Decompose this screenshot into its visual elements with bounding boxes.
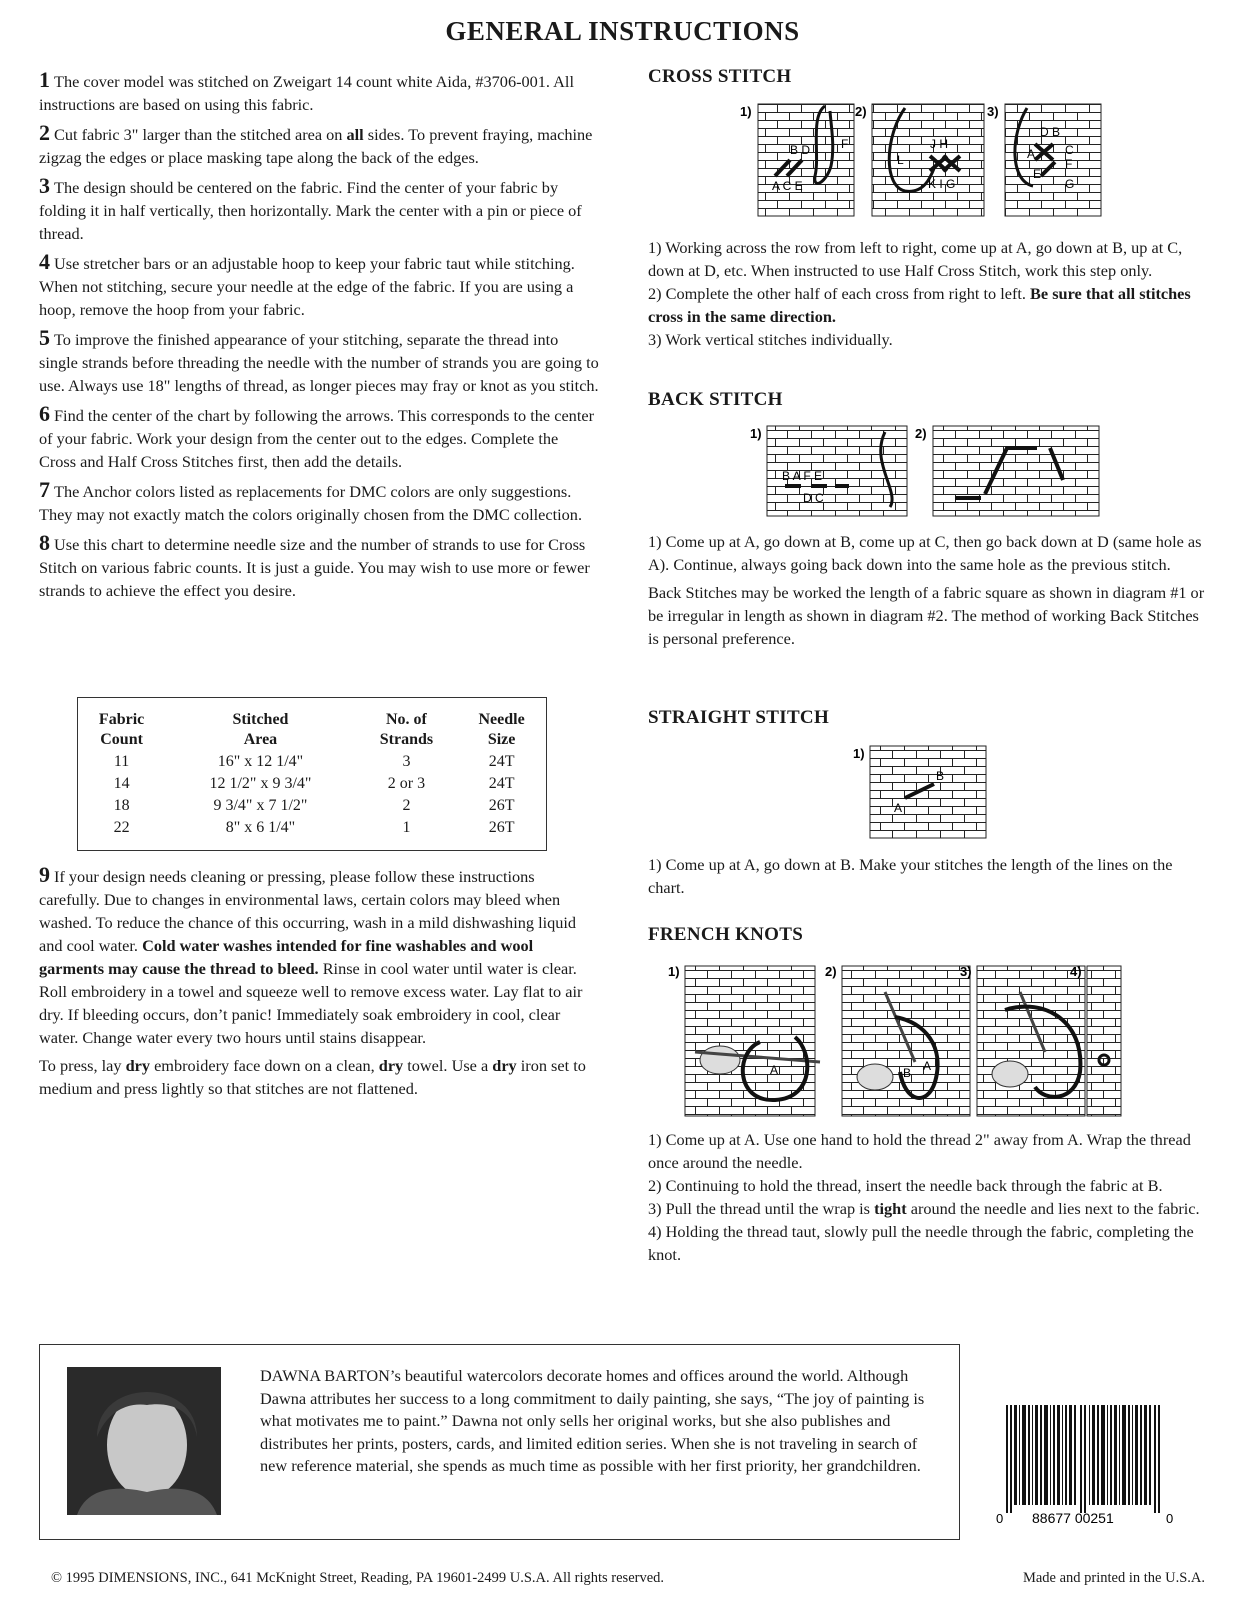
table-cell: 9 3/4" x 7 1/2" — [213, 797, 308, 814]
header-line: Count — [100, 731, 143, 748]
instruction-number: 4 — [39, 249, 50, 274]
instruction-text: The design should be centered on the fabric. Find the center of your fabric by folding it in half vertically, then horizontally. Mark the center with a pin or piece of thread. — [39, 178, 582, 243]
header-line: Area — [243, 731, 278, 748]
label-bd: B D — [790, 143, 811, 157]
barcode-digit-left: 0 — [996, 1511, 1004, 1525]
barcode-bars — [1006, 1405, 1160, 1513]
label-dc: D C — [803, 491, 824, 505]
label-a: A — [923, 1059, 932, 1073]
finger — [700, 1046, 740, 1074]
back-stitch-text — [648, 530, 1208, 650]
label-c: C — [1065, 143, 1074, 157]
diagram-number: 3) — [987, 104, 999, 119]
table-cell: 26T — [488, 819, 515, 836]
table-cell: 3 — [402, 753, 411, 770]
table-cell: 16" x 12 1/4" — [217, 753, 304, 770]
press-bold: dry — [378, 1056, 404, 1075]
copyright: © 1995 DIMENSIONS, INC., 641 McKnight Street, Reading, PA 19601-2499 U.S.A. All rights reserved. — [51, 1570, 665, 1586]
diagram-number: 2) — [855, 104, 867, 119]
straight-stitch-diagram — [850, 742, 990, 842]
instruction-number: 2 — [39, 120, 50, 145]
instruction-number: 9 — [39, 862, 50, 887]
table-cell: 22 — [113, 819, 130, 836]
back-stitch-heading: BACK STITCH — [648, 389, 783, 410]
cross-stitch-text — [648, 236, 1208, 351]
french-knot-step-4: 4) Holding the thread taut, slowly pull the needle through the fabric, completing the knot. — [648, 1222, 1194, 1264]
instruction-text: Rinse in cool water until water is clear. Roll embroidery in a towel and squeeze well to remove excess water. Lay flat to air dry. If bleeding occurs, don’t panic! Immediately soak embroidery in cool, clear water. Change water every two hours until stains disappear. — [39, 959, 583, 1047]
page-title: GENERAL INSTRUCTIONS — [445, 16, 800, 46]
back-stitch-diagram — [745, 422, 1105, 522]
barcode-digit-right: 0 — [1166, 1511, 1174, 1525]
made-in: Made and printed in the U.S.A. — [1022, 1570, 1205, 1586]
french-knots-diagram — [665, 962, 1125, 1122]
french-knot-step-3 — [648, 1197, 1208, 1220]
table-header — [165, 698, 356, 752]
press-text: iron set to medium and press lightly so that stitches are not flattened. — [39, 1056, 586, 1098]
french-knot-step-2: 2) Continuing to hold the thread, insert the needle back through the fabric at B. — [648, 1176, 1163, 1195]
back-stitch-note: Back Stitches may be worked the length of a fabric square as shown in diagram #1 or be irregular in length as shown in diagram #2. The method of working Back Stitches is personal preference. — [648, 583, 1205, 648]
instruction-number: 1 — [39, 67, 50, 92]
table-row — [78, 817, 547, 851]
label-db: D B — [1040, 125, 1061, 139]
table-header — [356, 698, 457, 752]
header-line: Fabric — [98, 711, 145, 728]
table-cell: 26T — [488, 797, 515, 814]
table-cell: 8" x 6 1/4" — [225, 819, 296, 836]
table-cell: 24T — [488, 753, 515, 770]
diagram-number: 3) — [960, 964, 972, 979]
table-cell: 18 — [113, 797, 130, 814]
label-g: G — [1065, 177, 1075, 191]
table-header-row — [78, 698, 547, 752]
table-cell: 14 — [113, 775, 130, 792]
cross-stitch-step-3: 3) Work vertical stitches individually. — [648, 330, 893, 349]
header-line: Stitched — [232, 711, 289, 728]
label-e: E — [1033, 167, 1042, 181]
barcode — [996, 1405, 1174, 1525]
header-line: Needle — [478, 711, 525, 728]
step-text: around the needle and lies next to the fabric. — [906, 1199, 1200, 1218]
instruction-2 — [39, 121, 599, 169]
straight-stitch-text — [648, 853, 1208, 899]
french-knot-step-1: 1) Come up at A. Use one hand to hold the thread 2" away from A. Wrap the thread once around the needle. — [648, 1130, 1191, 1172]
instruction-bold: all — [346, 125, 364, 144]
fabric-grid — [758, 104, 854, 216]
finger — [992, 1061, 1028, 1087]
back-stitch-step-1: 1) Come up at A, go down at B, come up at C, then go back down at D (same hole as A). Continue, always going back down into the same hole as the previous stitch. — [648, 532, 1202, 574]
instruction-3 — [39, 174, 599, 245]
fabric-grid — [1087, 966, 1121, 1116]
label-b: B — [903, 1066, 912, 1080]
instruction-text: Cut fabric 3" larger than the stitched area on — [54, 125, 347, 144]
fabric-grid — [933, 426, 1099, 516]
label-kig: K I G — [928, 177, 956, 191]
table-cell: 1 — [402, 819, 411, 836]
step-bold: tight — [874, 1199, 907, 1218]
instruction-text: To improve the finished appearance of your stitching, separate the thread into single strands before threading the needle with the number of strands you are going to use. Always use 18" lengths of thread, as longer pieces may fray or knot as you stitch. — [39, 330, 599, 395]
label-f: F — [841, 137, 849, 151]
instruction-bold: Cold water washes intended for fine washables and wool garments may cause the thread to bleed. — [39, 936, 534, 978]
instruction-7 — [39, 478, 599, 526]
table-row — [78, 773, 547, 795]
diagram-number: 1) — [853, 746, 865, 761]
barcode-digits: 88677 00251 — [1032, 1510, 1114, 1525]
step-bold: Be sure that all stitches cross in the same direction. — [648, 284, 1191, 326]
step-text: 3) Pull the thread until the wrap is — [648, 1199, 875, 1218]
table-row — [78, 795, 547, 817]
table-header — [78, 698, 166, 752]
table-row — [78, 751, 547, 773]
finger — [857, 1064, 893, 1090]
header-line: Strands — [379, 731, 434, 748]
table-header — [457, 698, 546, 752]
instruction-text: Use this chart to determine needle size and the number of strands to use for Cross Stitch on various fabric counts. It is just a guide. You may wish to use more or fewer strands to achieve the effect you desire. — [39, 535, 590, 600]
instruction-8 — [39, 531, 599, 602]
instruction-6 — [39, 402, 599, 473]
diagram-number: 1) — [740, 104, 752, 119]
header-line: No. of — [386, 711, 427, 728]
header-line: Size — [487, 731, 516, 748]
cross-stitch-step-1: 1) Working across the row from left to right, come up at A, go down at B, up at C, down at D, etc. When instructed to use Half Cross Stitch, work this step only. — [648, 238, 1183, 280]
label-jh: J H — [930, 137, 948, 151]
label-ace: A C E — [772, 179, 803, 193]
diagram-number: 2) — [825, 964, 837, 979]
press-text: To press, lay — [39, 1056, 126, 1075]
label-b: B — [936, 769, 945, 783]
step-text: 2) Complete the other half of each cross from right to left. — [648, 284, 1031, 303]
artist-photo — [67, 1367, 221, 1515]
artist-bio-box — [39, 1344, 960, 1540]
cross-stitch-heading: CROSS STITCH — [648, 66, 792, 87]
label-a: A — [770, 1063, 779, 1077]
fabric-count-table — [77, 697, 547, 851]
label-a: A — [894, 801, 903, 815]
press-bold: dry — [125, 1056, 151, 1075]
label-bafe: B A F E — [782, 469, 823, 483]
press-bold: dry — [492, 1056, 517, 1075]
instruction-text: Find the center of the chart by following the arrows. This corresponds to the center of your fabric. Work your design from the center out to the edges. Complete the Cross and Half Cross Stitches first, then add the details. — [39, 406, 594, 471]
instruction-9 — [39, 863, 599, 1049]
instruction-number: 7 — [39, 477, 50, 502]
table-cell: 12 1/2" x 9 3/4" — [209, 775, 312, 792]
straight-stitch-heading: STRAIGHT STITCH — [648, 707, 830, 728]
instruction-number: 5 — [39, 325, 50, 350]
straight-stitch-step-1: 1) Come up at A, go down at B. Make your stitches the length of the lines on the chart. — [648, 855, 1173, 897]
table-cell: 11 — [113, 753, 130, 770]
instruction-number: 3 — [39, 173, 50, 198]
instructions-column — [39, 68, 599, 607]
instruction-text: Use stretcher bars or an adjustable hoop to keep your fabric taut while stitching. When not stitching, secure your needle at the edge of the fabric. If you are using a hoop, remove the hoop from your fabric. — [39, 254, 575, 319]
cleaning-section — [39, 863, 599, 1105]
instruction-number: 8 — [39, 530, 50, 555]
instruction-1 — [39, 68, 599, 116]
instruction-5 — [39, 326, 599, 397]
instruction-text: If your design needs cleaning or pressing, please follow these instructions carefully. Due to changes in environmental laws, certain colors may bleed when washed. To reduce the chance of this occurring, wash in a mild dishwashing liquid and cool water. — [39, 867, 577, 955]
label-f: F — [1065, 157, 1073, 171]
instruction-text: The Anchor colors listed as replacements for DMC colors are only suggestions. They may not exactly match the colors originally chosen from the DMC collection. — [39, 482, 583, 524]
diagram-number: 2) — [915, 426, 927, 441]
artist-bio-text: DAWNA BARTON’s beautiful watercolors decorate homes and offices around the world. Although Dawna attributes her success to a long commitment to daily painting, she says, “The joy of painting is what motivates me to paint.” Dawna not only sells her original works, but she also publishes and distributes her prints, posters, cards, and limited edition series. When she is not traveling in search of new reference material, she spends as much time as possible with her first priority, her grandchildren. — [260, 1366, 925, 1475]
french-knots-heading: FRENCH KNOTS — [648, 924, 804, 945]
diagram-number: 1) — [750, 426, 762, 441]
instruction-4 — [39, 250, 599, 321]
cross-stitch-diagram — [735, 96, 1115, 226]
table-cell: 24T — [488, 775, 515, 792]
french-knots-text — [648, 1128, 1208, 1266]
label-l: L — [897, 153, 904, 167]
instruction-text: The cover model was stitched on Zweigart 14 count white Aida, #3706-001. All instructions are based on using this fabric. — [39, 72, 574, 114]
instruction-number: 6 — [39, 401, 50, 426]
table-cell: 2 — [402, 797, 411, 814]
diagram-number: 4) — [1070, 964, 1082, 979]
diagram-number: 1) — [668, 964, 680, 979]
cross-stitch-step-2 — [648, 282, 1208, 328]
press-text: towel. Use a — [403, 1056, 493, 1075]
fabric-grid — [870, 746, 986, 838]
table-cell: 2 or 3 — [387, 775, 426, 792]
press-instruction — [39, 1054, 599, 1100]
press-text: embroidery face down on a clean, — [150, 1056, 379, 1075]
instruction-text: sides. To prevent fraying, machine zigzag the edges or place masking tape along the back of the edges. — [39, 125, 593, 167]
label-a: A — [1027, 147, 1036, 161]
